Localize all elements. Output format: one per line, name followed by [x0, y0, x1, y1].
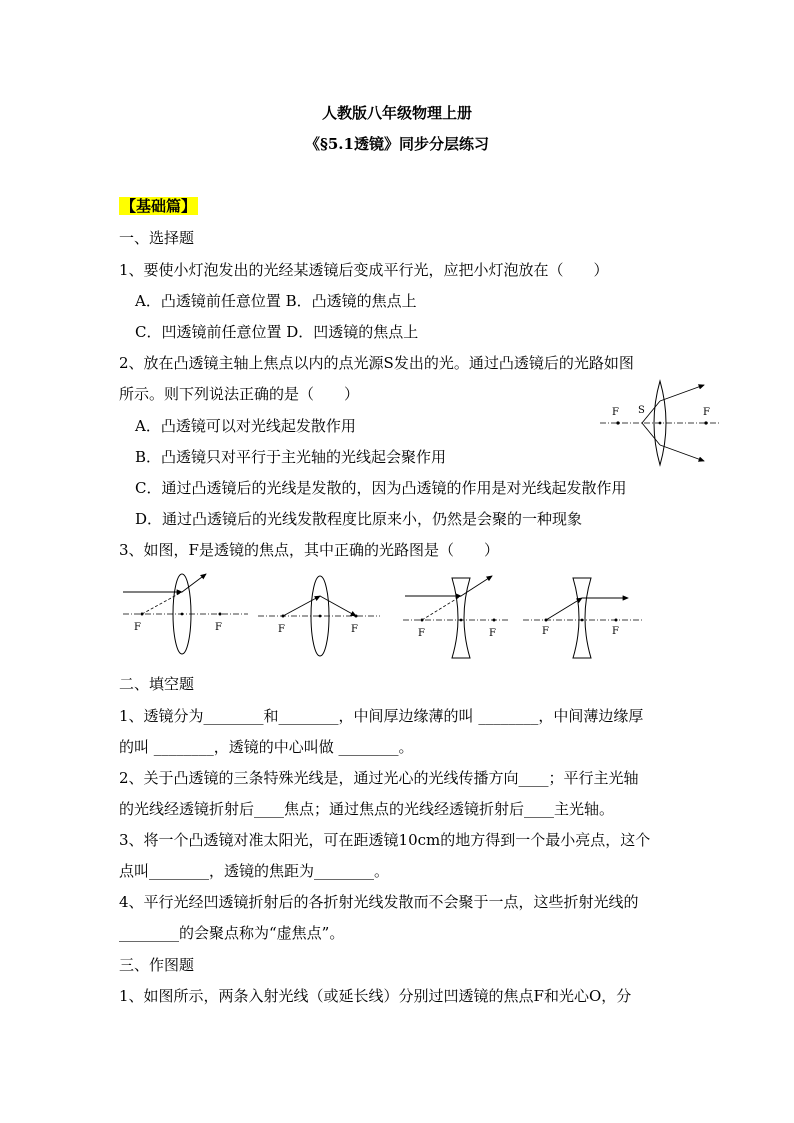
- fill-q1-line2: 的叫 ________，透镜的中心叫做 ________。: [119, 738, 414, 756]
- fill-q1-line1: 1、透镜分为________和________，中间厚边缘薄的叫 ________，中间薄边缘厚: [119, 707, 644, 725]
- page-subtitle: 《§5.1透镜》同步分层练习: [305, 135, 489, 153]
- q3-figure-3: [403, 576, 510, 658]
- q2-label-f-left: F: [612, 407, 619, 418]
- part3-heading: 三、作图题: [119, 956, 195, 974]
- q2-option-d: D．通过凸透镜后的光线发散程度比原来小，仍然是会聚的一种现象: [135, 510, 583, 528]
- q2-label-f-right: F: [703, 407, 710, 418]
- draw-q1-line1: 1、如图所示，两条入射光线（或延长线）分别过凹透镜的焦点F和光心O，分: [119, 987, 632, 1005]
- fill-q2-line1: 2、关于凸透镜的三条特殊光线是，通过光心的光线传播方向____；平行主光轴: [119, 769, 639, 787]
- fill-q4-line1: 4、平行光经凹透镜折射后的各折射光线发散而不会聚于一点，这些折射光线的: [119, 893, 639, 911]
- q3-f2-right: F: [351, 624, 358, 635]
- q3-figure-2: [258, 576, 380, 656]
- q1-options-cd: C．凹透镜前任意位置 D．凹透镜的焦点上: [135, 323, 419, 341]
- q1-options-ab: A．凸透镜前任意位置 B．凸透镜的焦点上: [135, 292, 417, 310]
- q2-label-s: S: [638, 405, 645, 416]
- q3-figure-4: [523, 578, 643, 658]
- q3-f4-right: F: [612, 626, 619, 637]
- q2-stem-line1: 2、放在凸透镜主轴上焦点以内的点光源S发出的光。通过凸透镜后的光路如图: [119, 354, 634, 372]
- q3-figure-1: [123, 574, 248, 654]
- q3-f1-left: F: [134, 622, 141, 633]
- fill-q4-line2: ________的会聚点称为“虚焦点”。: [119, 924, 345, 942]
- q2-diagram: [596, 378, 724, 468]
- q3-f1-right: F: [215, 622, 222, 633]
- fill-q3-line2: 点叫________，透镜的焦距为________。: [119, 862, 390, 880]
- part2-heading: 二、填空题: [119, 675, 195, 693]
- q2-option-a: A．凸透镜可以对光线起发散作用: [135, 417, 356, 435]
- page-title: 人教版八年级物理上册: [321, 104, 472, 122]
- q2-stem-line2: 所示。则下列说法正确的是（ ）: [119, 385, 360, 403]
- q2-option-b: B．凸透镜只对平行于主光轴的光线起会聚作用: [135, 448, 447, 466]
- q3-f3-left: F: [418, 628, 425, 639]
- fill-q3-line1: 3、将一个凸透镜对准太阳光，可在距透镜10cm的地方得到一个最小亮点，这个: [119, 831, 651, 849]
- q3-diagrams: [118, 568, 648, 668]
- section-label: 【基础篇】: [121, 197, 197, 215]
- q3-stem: 3、如图，F是透镜的焦点，其中正确的光路图是（ ）: [119, 541, 499, 559]
- q3-f4-left: F: [542, 626, 549, 637]
- q1-stem: 1、要使小灯泡发出的光经某透镜后变成平行光，应把小灯泡放在（ ）: [119, 261, 609, 279]
- part1-heading: 一、选择题: [119, 229, 195, 247]
- q3-f3-right: F: [489, 628, 496, 639]
- q2-option-c: C．通过凸透镜后的光线是发散的，因为凸透镜的作用是对光线起发散作用: [135, 479, 627, 497]
- fill-q2-line2: 的光线经透镜折射后____焦点；通过焦点的光线经透镜折射后____主光轴。: [119, 800, 615, 818]
- q3-f2-left: F: [278, 624, 285, 635]
